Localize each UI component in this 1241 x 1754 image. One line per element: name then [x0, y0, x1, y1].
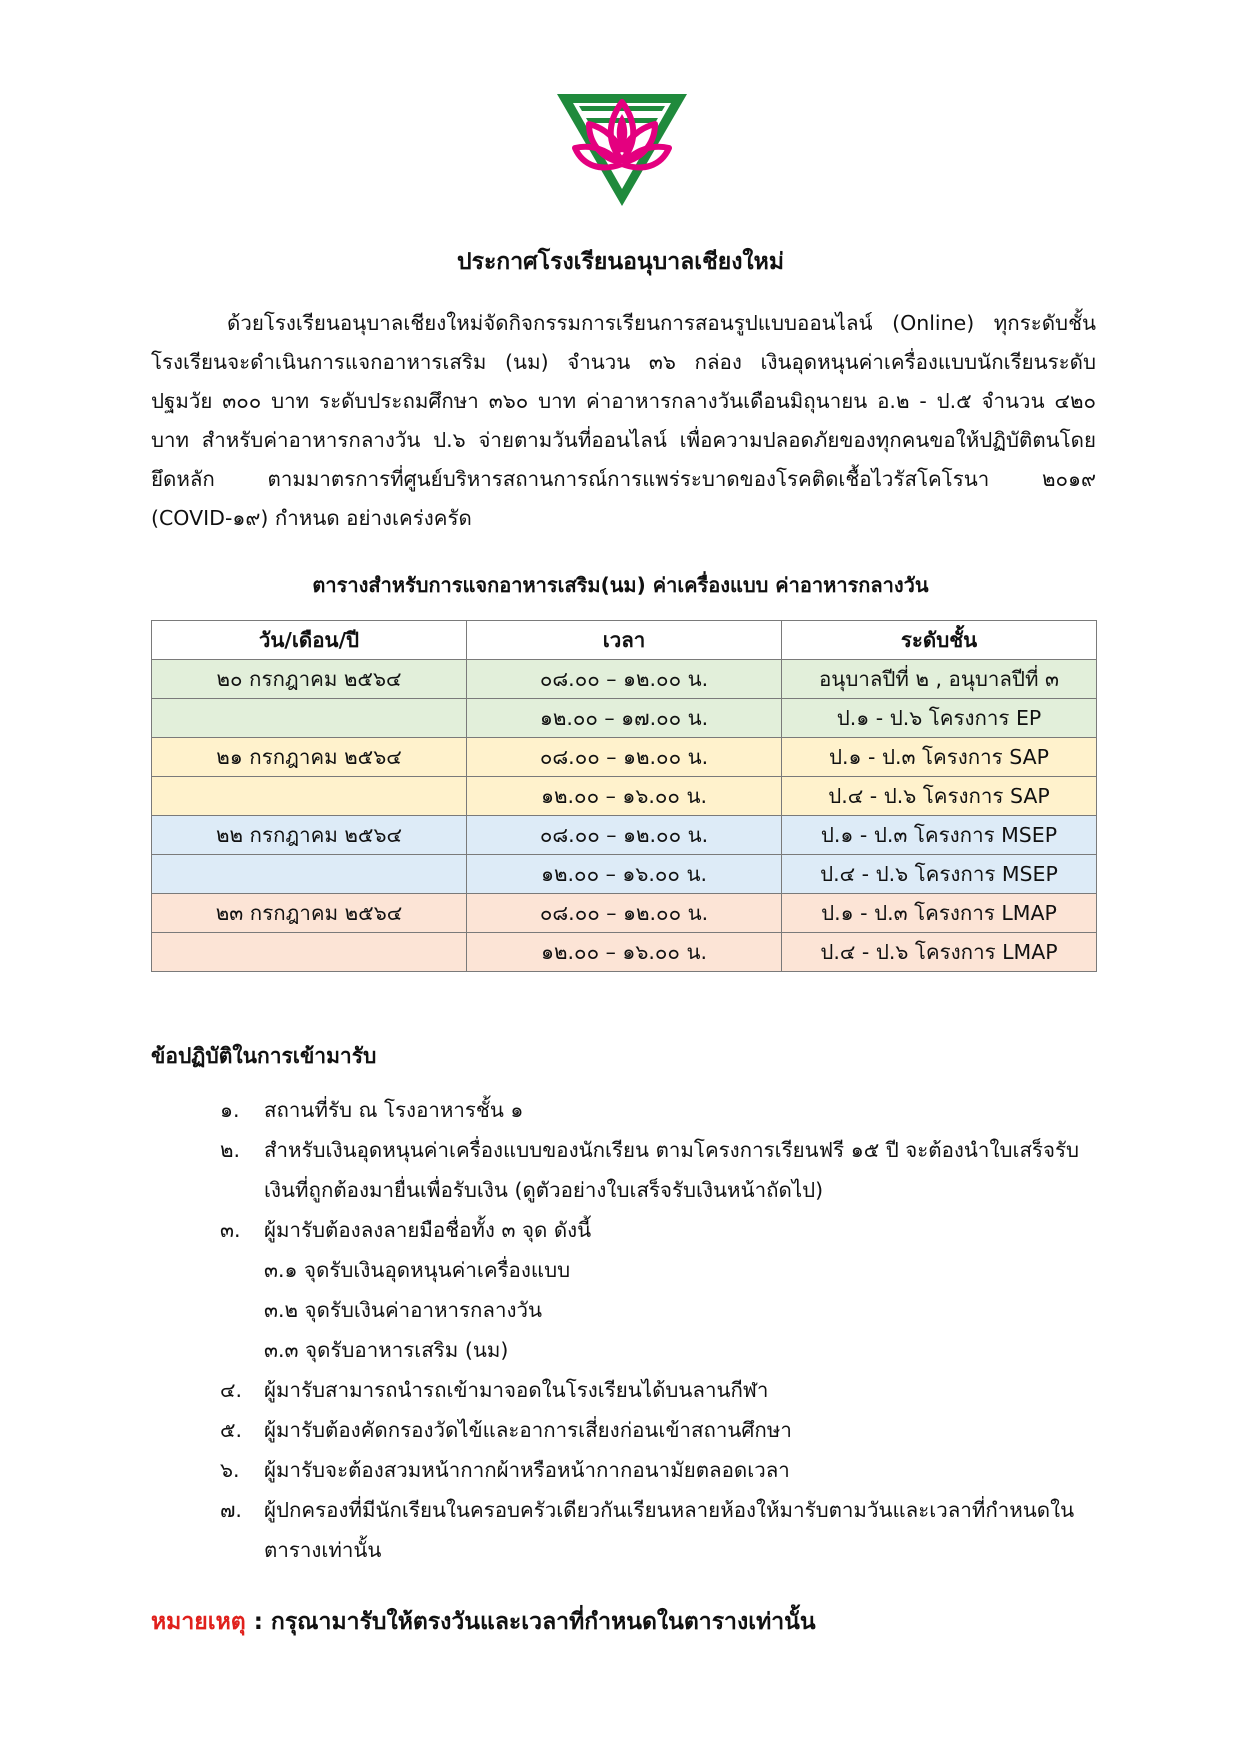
- rules-list: [220, 1090, 1100, 1570]
- cell-time: ๐๘.๐๐ – ๑๒.๐๐ น.: [467, 894, 782, 933]
- table-row: [152, 933, 1097, 972]
- cell-date: ๒๒ กรกฎาคม ๒๕๖๔: [152, 816, 467, 855]
- table-row: [152, 738, 1097, 777]
- cell-time: ๑๒.๐๐ – ๑๖.๐๐ น.: [467, 855, 782, 894]
- list-item-text: ผู้มารับต้องคัดกรองวัดไข้และอาการเสี่ยงก่อนเข้าสถานศึกษา: [264, 1418, 792, 1442]
- table-title: ตารางสำหรับการแจกอาหารเสริม(นม) ค่าเครื่องแบบ ค่าอาหารกลางวัน: [312, 573, 929, 597]
- cell-level: ป.๑ - ป.๓ โครงการ LMAP: [782, 894, 1097, 933]
- cell-time: ๑๒.๐๐ – ๑๗.๐๐ น.: [467, 699, 782, 738]
- cell-date: ๒๑ กรกฎาคม ๒๕๖๔: [152, 738, 467, 777]
- list-item: [220, 1330, 1100, 1370]
- cell-level: ป.๑ - ป.๓ โครงการ SAP: [782, 738, 1097, 777]
- list-item-number: ๔.: [220, 1378, 243, 1402]
- list-item-number: ๒.: [220, 1138, 241, 1162]
- note-text: กรุณามารับให้ตรงวันและเวลาที่กำหนดในตารางเท่านั้น: [270, 1609, 816, 1635]
- list-item: [220, 1370, 1100, 1410]
- list-item-text: ๓.๓ จุดรับอาหารเสริม (นม): [264, 1338, 509, 1362]
- cell-time: ๑๒.๐๐ – ๑๖.๐๐ น.: [467, 777, 782, 816]
- table-row: [152, 816, 1097, 855]
- announcement-text: ด้วยโรงเรียนอนุบาลเชียงใหม่จัดกิจกรรมการเรียนการสอนรูปแบบออนไลน์ (Online) ทุกระดับชั้น โรงเรียนจะดำเนินการแจกอาหารเสริม (นม) จำนวน ๓๖ กล่อง เงินอุดหนุนค่าเครื่องแบบนักเรียนระดับปฐมวัย ๓๐๐ บาท ระดับประถมศึกษา ๓๖๐ บาท ค่าอาหารกลางวันเดือนมิถุนายน อ.๒ - ป.๕ จำนวน ๔๒๐ บาท สำหรับค่าอาหารกลางวัน ป.๖ จ่ายตามวันที่ออนไลน์ เพื่อความปลอดภัยของทุกคนขอให้ปฏิบัติตนโดยยึดหลัก ตามมาตรการที่ศูนย์บริหารสถานการณ์การแพร่ระบาดของโรคติดเชื้อไวรัสโคโรนา ๒๐๑๙ (COVID-๑๙) กำหนด อย่างเคร่งครัด: [151, 311, 1096, 530]
- rules-title: ข้อปฏิบัติในการเข้ามารับ: [151, 1044, 377, 1068]
- cell-level: ป.๔ - ป.๖ โครงการ MSEP: [782, 855, 1097, 894]
- list-item-text: ผู้มารับต้องลงลายมือชื่อทั้ง ๓ จุด ดังนี้: [264, 1218, 592, 1242]
- list-item-number: ๑.: [220, 1098, 240, 1122]
- list-item-text: ผู้ปกครองที่มีนักเรียนในครอบครัวเดียวกันเรียนหลายห้องให้มารับตามวันและเวลาที่กำหนดในตารางเท่านั้น: [264, 1498, 1075, 1562]
- cell-time: ๐๘.๐๐ – ๑๒.๐๐ น.: [467, 816, 782, 855]
- cell-level: ป.๑ - ป.๖ โครงการ EP: [782, 699, 1097, 738]
- list-item-number: ๖.: [220, 1458, 240, 1482]
- list-item: [220, 1130, 1100, 1210]
- lotus-triangle-logo-icon: [555, 92, 689, 208]
- table-header-row: [152, 621, 1097, 660]
- cell-date: [152, 933, 467, 972]
- list-item: [220, 1290, 1100, 1330]
- list-item-text: ๓.๑ จุดรับเงินอุดหนุนค่าเครื่องแบบ: [264, 1258, 571, 1282]
- cell-date: [152, 855, 467, 894]
- list-item: [220, 1410, 1100, 1450]
- schedule-table-body: [152, 660, 1097, 972]
- list-item: [220, 1490, 1100, 1570]
- cell-time: ๑๒.๐๐ – ๑๖.๐๐ น.: [467, 933, 782, 972]
- note-separator: :: [245, 1609, 271, 1635]
- cell-time: ๐๘.๐๐ – ๑๒.๐๐ น.: [467, 660, 782, 699]
- list-item-number: ๗.: [220, 1498, 242, 1522]
- schedule-table: [151, 620, 1097, 972]
- announcement-paragraph: [151, 304, 1096, 538]
- header-date: วัน/เดือน/ปี: [152, 621, 467, 660]
- cell-date: ๒๓ กรกฎาคม ๒๕๖๔: [152, 894, 467, 933]
- list-item-text: ผู้มารับจะต้องสวมหน้ากากผ้าหรือหน้ากากอนามัยตลอดเวลา: [264, 1458, 790, 1482]
- table-row: [152, 699, 1097, 738]
- list-item: [220, 1250, 1100, 1290]
- list-item-number: ๓.: [220, 1218, 241, 1242]
- note: [151, 1604, 816, 1640]
- table-row: [152, 660, 1097, 699]
- note-label: หมายเหตุ: [151, 1609, 246, 1635]
- header-level: ระดับชั้น: [782, 621, 1097, 660]
- list-item-text: สถานที่รับ ณ โรงอาหารชั้น ๑: [264, 1098, 524, 1122]
- cell-date: [152, 777, 467, 816]
- page-title: ประกาศโรงเรียนอนุบาลเชียงใหม่: [457, 249, 784, 275]
- cell-date: ๒๐ กรกฎาคม ๒๕๖๔: [152, 660, 467, 699]
- table-row: [152, 777, 1097, 816]
- cell-time: ๐๘.๐๐ – ๑๒.๐๐ น.: [467, 738, 782, 777]
- header-time: เวลา: [467, 621, 782, 660]
- list-item-text: สำหรับเงินอุดหนุนค่าเครื่องแบบของนักเรียน ตามโครงการเรียนฟรี ๑๕ ปี จะต้องนำใบเสร็จรับเงินที่ถูกต้องมายื่นเพื่อรับเงิน (ดูตัวอย่างใบเสร็จรับเงินหน้าถัดไป): [264, 1138, 1080, 1202]
- list-item-text: ผู้มารับสามารถนำรถเข้ามาจอดในโรงเรียนได้บนลานกีฬา: [264, 1378, 769, 1402]
- cell-level: ป.๔ - ป.๖ โครงการ SAP: [782, 777, 1097, 816]
- cell-date: [152, 699, 467, 738]
- list-item: [220, 1090, 1100, 1130]
- list-item: [220, 1450, 1100, 1490]
- cell-level: ป.๔ - ป.๖ โครงการ LMAP: [782, 933, 1097, 972]
- table-row: [152, 855, 1097, 894]
- list-item-number: ๕.: [220, 1418, 243, 1442]
- table-row: [152, 894, 1097, 933]
- list-item-text: ๓.๒ จุดรับเงินค่าอาหารกลางวัน: [264, 1298, 543, 1322]
- cell-level: ป.๑ - ป.๓ โครงการ MSEP: [782, 816, 1097, 855]
- list-item: [220, 1210, 1100, 1250]
- cell-level: อนุบาลปีที่ ๒ , อนุบาลปีที่ ๓: [782, 660, 1097, 699]
